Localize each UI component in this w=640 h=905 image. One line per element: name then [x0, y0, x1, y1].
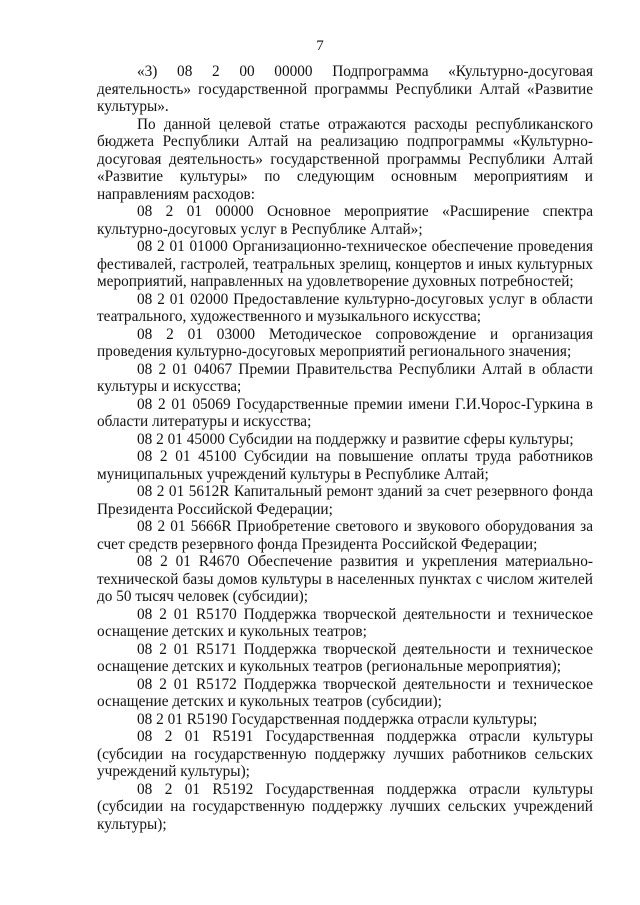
- paragraph-item: 08 2 01 5612R Капитальный ремонт зданий за счет резервного фонда Президента Российской Федерации;: [97, 483, 593, 518]
- paragraph-item: 08 2 01 5666R Приобретение светового и звукового оборудования за счет средств резервного фонда Президента Российской Федерации;: [97, 518, 593, 553]
- paragraph-item: 08 2 01 00000 Основное мероприятие «Расширение спектра культурно-досуговых услуг в Республике Алтай»;: [97, 203, 593, 238]
- page-number: 7: [316, 38, 324, 54]
- paragraph-item: 08 2 01 R4670 Обеспечение развития и укрепления материально-технической базы домов культуры в населенных пунктах с числом жителей до 50 тысяч человек (субсидии);: [97, 553, 593, 605]
- paragraph-item: 08 2 01 45000 Субсидии на поддержку и развитие сферы культуры;: [137, 430, 574, 448]
- paragraph-item: 08 2 01 R5171 Поддержка творческой деятельности и техническое оснащение детских и кукольных театров (региональные мероприятия);: [97, 640, 593, 675]
- document-body: [97, 63, 593, 833]
- paragraph-item: 08 2 01 01000 Организационно-техническое обеспечение проведения фестивалей, гастролей, театральных зрелищ, концертов и иных культурных мероприятий, направленных на удовлетворение духовных потребностей;: [97, 238, 593, 290]
- paragraph-item: 08 2 01 45100 Субсидии на повышение оплаты труда работников муниципальных учреждений культуры в Республике Алтай;: [97, 448, 593, 483]
- paragraph-item: 08 2 01 05069 Государственные премии имени Г.И.Чорос-Гуркина в области литературы и искусства;: [97, 395, 593, 430]
- paragraph-item: 08 2 01 02000 Предоставление культурно-досуговых услуг в области театрального, художественного и музыкального искусства;: [97, 290, 593, 325]
- paragraph-intro: По данной целевой статье отражаются расходы республиканского бюджета Республики Алтай на реализацию подпрограммы «Культурно-досуговая деятельность» государственной программы Республики Алтай «Развитие культуры» по следующим основным мероприятиям и направлениям расходов:: [97, 115, 593, 203]
- paragraph-item: 08 2 01 R5172 Поддержка творческой деятельности и техническое оснащение детских и кукольных театров (субсидии);: [97, 675, 593, 710]
- paragraph-item: 08 2 01 R5190 Государственная поддержка отрасли культуры;: [137, 710, 538, 728]
- paragraph-subprogram-heading: «3) 08 2 00 00000 Подпрограмма «Культурно-досуговая деятельность» государственной программы Республики Алтай «Развитие культуры».: [97, 63, 593, 115]
- paragraph-item: 08 2 01 R5191 Государственная поддержка отрасли культуры (субсидии на государственную поддержку лучших работников сельских учреждений культуры);: [97, 728, 593, 780]
- paragraph-item: 08 2 01 04067 Премии Правительства Республики Алтай в области культуры и искусства;: [97, 360, 593, 395]
- paragraph-item: 08 2 01 R5170 Поддержка творческой деятельности и техническое оснащение детских и кукольных театров;: [97, 605, 593, 640]
- paragraph-item: 08 2 01 03000 Методическое сопровождение и организация проведения культурно-досуговых мероприятий регионального значения;: [97, 325, 593, 360]
- paragraph-item: 08 2 01 R5192 Государственная поддержка отрасли культуры (субсидии на государственную поддержку лучших сельских учреждений культуры);: [97, 780, 593, 833]
